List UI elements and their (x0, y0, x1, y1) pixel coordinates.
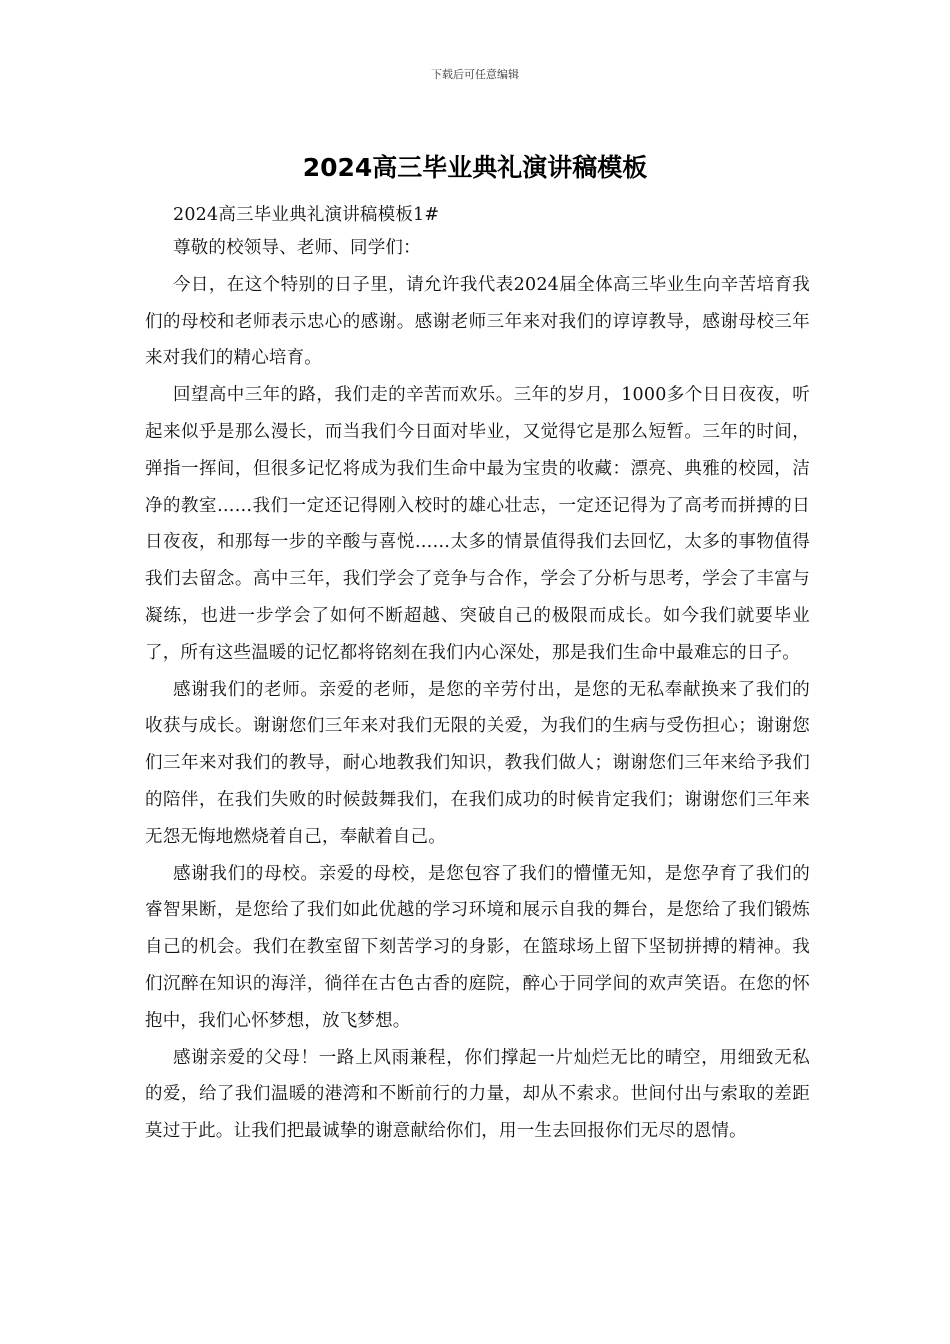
paragraph-thanks-school: 感谢我们的母校。亲爱的母校，是您包容了我们的懵懂无知，是您孕育了我们的睿智果断，是您给了我们如此优越的学习环境和展示自我的舞台，是您给了我们锻炼自己的机会。我们在教室留下刻苦学习的身影，在篮球场上留下坚韧拼搏的精神。我们沉醉在知识的海洋，徜徉在古色古香的庭院，醉心于同学间的欢声笑语。在您的怀抱中，我们心怀梦想，放飞梦想。 (145, 863, 810, 1031)
salutation: 尊敬的校领导、老师、同学们： (173, 238, 421, 258)
paragraph-gratitude-intro: 今日，在这个特别的日子里，请允许我代表2024届全体高三毕业生向辛苦培育我们的母校和老师表示忠心的感谢。感谢老师三年来对我们的谆谆教导，感谢母校三年来对我们的精心培育。 (145, 274, 810, 369)
document-title: 2024高三毕业典礼演讲稿模板 (302, 153, 648, 182)
document-subtitle: 2024高三毕业典礼演讲稿模板1# (173, 205, 440, 225)
document-body (145, 200, 810, 1150)
header-note: 下载后可任意编辑 (431, 68, 519, 81)
paragraph-thanks-parents: 感谢亲爱的父母！一路上风雨兼程，你们撑起一片灿烂无比的晴空，用细致无私的爱，给了我们温暖的港湾和不断前行的力量，却从不索求。世间付出与索取的差距莫过于此。让我们把最诚挚的谢意献给你们，用一生去回报你们无尽的恩情。 (145, 1047, 810, 1142)
paragraph-memories: 回望高中三年的路，我们走的辛苦而欢乐。三年的岁月，1000多个日日夜夜，听起来似乎是那么漫长，而当我们今日面对毕业，又觉得它是那么短暂。三年的时间，弹指一挥间，但很多记忆将成为我们生命中最为宝贵的收藏：漂亮、典雅的校园，洁净的教室……我们一定还记得刚入校时的雄心壮志，一定还记得为了高考而拼搏的日日夜夜，和那每一步的辛酸与喜悦……太多的情景值得我们去回忆，太多的事物值得我们去留念。高中三年，我们学会了竞争与合作，学会了分析与思考，学会了丰富与凝练，也进一步学会了如何不断超越、突破自己的极限而成长。如今我们就要毕业了，所有这些温暖的记忆都将铭刻在我们内心深处，那是我们生命中最难忘的日子。 (145, 385, 810, 663)
paragraph-thanks-teachers: 感谢我们的老师。亲爱的老师，是您的辛劳付出，是您的无私奉献换来了我们的收获与成长。谢谢您们三年来对我们无限的关爱，为我们的生病与受伤担心；谢谢您们三年来对我们的教导，耐心地教我们知识，教我们做人；谢谢您们三年来给予我们的陪伴，在我们失败的时候鼓舞我们，在我们成功的时候肯定我们；谢谢您们三年来无怨无悔地燃烧着自己，奉献着自己。 (145, 679, 810, 847)
